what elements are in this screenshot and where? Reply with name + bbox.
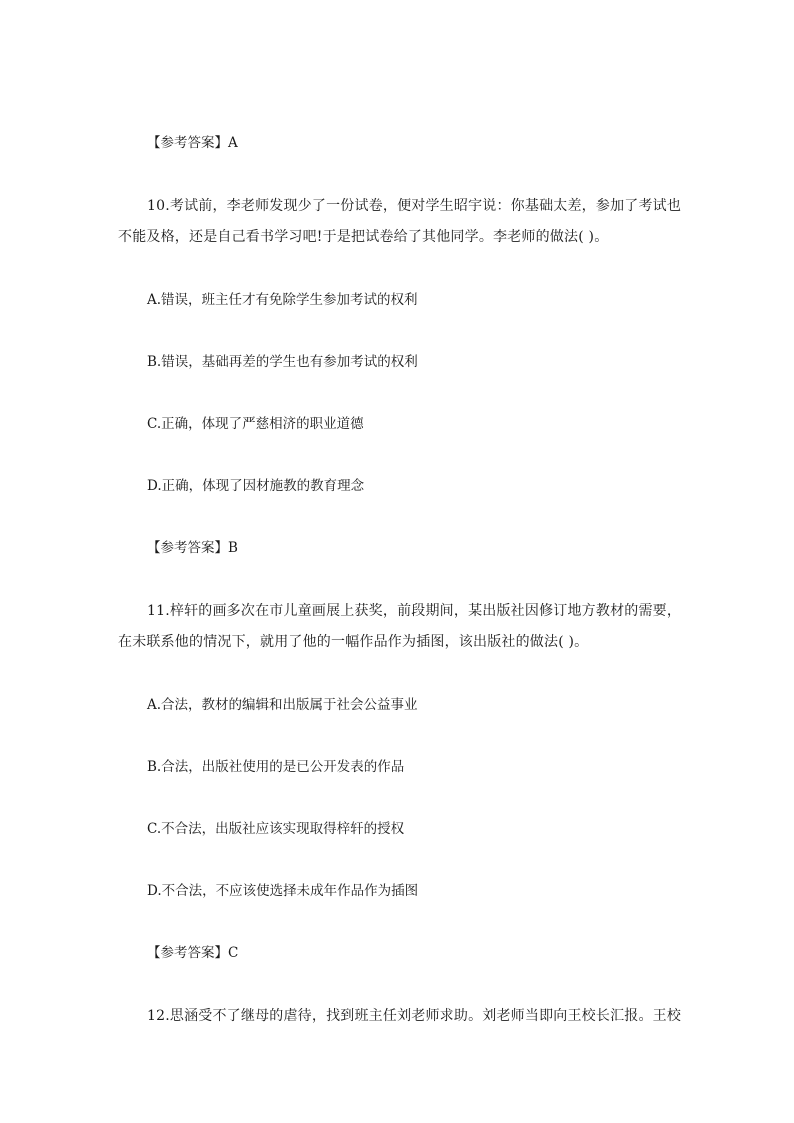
question-10-option-b: B.错误，基础再差的学生也有参加考试的权利: [147, 354, 418, 370]
question-10-option-a: A.错误，班主任才有免除学生参加考试的权利: [147, 292, 418, 308]
question-10-line-2: 不能及格，还是自己看书学习吧!于是把试卷给了其他同学。李老师的做法( )。: [118, 229, 609, 245]
answer-key-q11: 【参考答案】C: [147, 945, 239, 961]
question-10-option-c: C.正确，体现了严慈相济的职业道德: [147, 416, 364, 432]
question-11-option-a: A.合法，教材的编辑和出版属于社会公益事业: [147, 697, 418, 713]
question-10-line-1: 10.考试前，李老师发现少了一份试卷，便对学生昭宇说：你基础太差，参加了考试也: [147, 198, 682, 214]
question-11-line-2: 在未联系他的情况下，就用了他的一幅作品作为插图，该出版社的做法( )。: [118, 634, 589, 650]
question-11-option-d: D.不合法，不应该使选择未成年作品作为插图: [147, 883, 419, 899]
question-11-line-1: 11.梓轩的画多次在市儿童画展上获奖，前段期间，某出版社因修订地方教材的需要，: [147, 603, 682, 619]
question-11-option-b: B.合法，出版社使用的是已公开发表的作品: [147, 759, 405, 775]
answer-key-q9: 【参考答案】A: [147, 135, 238, 151]
question-10-option-d: D.正确，体现了因材施教的教育理念: [147, 478, 365, 494]
question-12-line-1: 12.思涵受不了继母的虐待，找到班主任刘老师求助。刘老师当即向王校长汇报。王校: [147, 1008, 682, 1024]
question-11-option-c: C.不合法，出版社应该实现取得梓轩的授权: [147, 821, 405, 837]
answer-key-q10: 【参考答案】B: [147, 540, 238, 556]
